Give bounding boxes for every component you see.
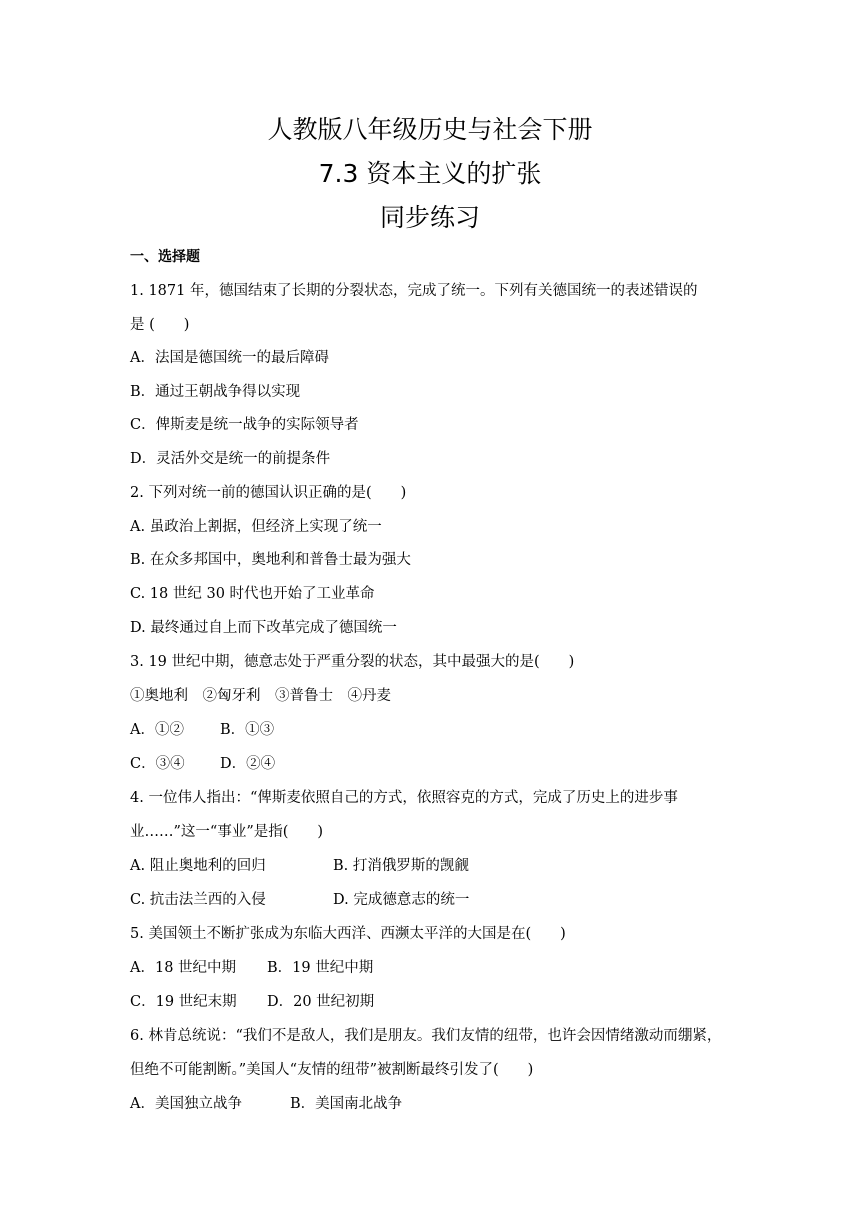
q1-option-d: D．灵活外交是统一的前提条件 <box>130 451 331 467</box>
q5-option-c: C．19 世纪末期 <box>130 994 237 1010</box>
q6-stem-line-2: 但绝不可能割断。”美国人“友情的纽带”被割断最终引发了( ) <box>130 1062 534 1078</box>
q5-options-row-1 <box>130 957 740 979</box>
q3-stem: 3. 19 世纪中期，德意志处于严重分裂的状态，其中最强大的是( ) <box>130 654 575 670</box>
q4-options-row-1 <box>130 855 740 877</box>
q5-stem: 5. 美国领土不断扩张成为东临大西洋、西濒太平洋的大国是在( ) <box>130 926 566 942</box>
q2-stem: 2. 下列对统一前的德国认识正确的是( ) <box>130 485 407 501</box>
section-title: 一、选择题 <box>130 249 200 265</box>
q4-options-row-2 <box>130 889 740 911</box>
q5-option-a: A．18 世纪中期 <box>130 960 237 976</box>
q4-option-b: B. 打消俄罗斯的觊觎 <box>333 858 469 874</box>
q3-option-a: A．①② <box>130 722 184 738</box>
q3-option-d: D．②④ <box>220 756 276 772</box>
q4-stem-line-1: 4. 一位伟人指出：“俾斯麦依照自己的方式，依照容克的方式，完成了历史上的进步事 <box>130 790 678 806</box>
q4-option-a: A. 阻止奥地利的回归 <box>130 858 266 874</box>
title-line-2: 7.3 资本主义的扩张 <box>318 159 542 188</box>
q1-option-c: C．俾斯麦是统一战争的实际领导者 <box>130 417 359 433</box>
q1-option-a: A．法国是德国统一的最后障碍 <box>130 350 329 366</box>
q6-option-b: B．美国南北战争 <box>290 1096 403 1112</box>
q3-options-row-2 <box>130 753 740 775</box>
q5-option-d: D．20 世纪初期 <box>267 994 375 1010</box>
q1-stem-line-2: 是 ( ) <box>130 317 190 333</box>
q5-options-row-2 <box>130 991 740 1013</box>
q3-option-b: B．①③ <box>220 722 275 738</box>
q6-options-row-1 <box>130 1093 740 1115</box>
q3-choices: ①奥地利 ②匈牙利 ③普鲁士 ④丹麦 <box>130 688 391 704</box>
q4-option-d: D. 完成德意志的统一 <box>333 892 470 908</box>
q4-stem-line-2: 业……”这一“事业”是指( ) <box>130 824 324 840</box>
q6-stem-line-1: 6. 林肯总统说：“我们不是敌人，我们是朋友。我们友情的纽带，也许会因情绪激动而绷紧， <box>130 1028 722 1044</box>
title-line-3: 同步练习 <box>379 203 480 232</box>
q2-option-b: B. 在众多邦国中，奥地利和普鲁士最为强大 <box>130 552 411 568</box>
q2-option-a: A. 虽政治上割据，但经济上实现了统一 <box>130 519 382 535</box>
q3-option-c: C．③④ <box>130 756 185 772</box>
q2-option-c: C. 18 世纪 30 时代也开始了工业革命 <box>130 586 375 602</box>
q5-option-b: B．19 世纪中期 <box>267 960 374 976</box>
q6-option-a: A．美国独立战争 <box>130 1096 242 1112</box>
q1-stem-line-1: 1. 1871 年，德国结束了长期的分裂状态，完成了统一。下列有关德国统一的表述错误的 <box>130 283 698 299</box>
q1-option-b: B．通过王朝战争得以实现 <box>130 384 301 400</box>
q3-options-row-1 <box>130 719 740 741</box>
q4-option-c: C. 抗击法兰西的入侵 <box>130 892 266 908</box>
q2-option-d: D. 最终通过自上而下改革完成了德国统一 <box>130 620 397 636</box>
title-line-1: 人教版八年级历史与社会下册 <box>267 115 593 144</box>
